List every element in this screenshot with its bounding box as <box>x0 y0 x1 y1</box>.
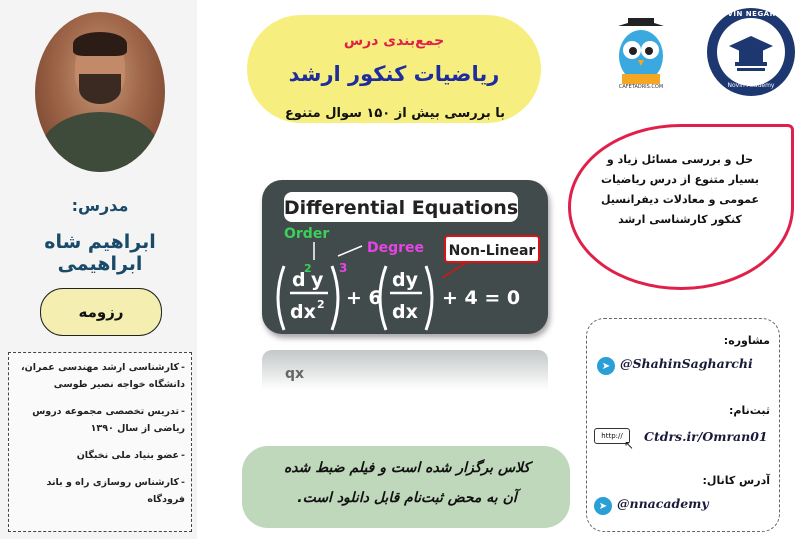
equation-graphic <box>262 180 548 334</box>
graduation-cap-icon <box>717 18 785 86</box>
bio-item: -کارشناس روسازی راه و باند فرودگاه <box>46 477 185 505</box>
course-note-line-2: آن به محض ثبت‌نام قابل دانلود است. <box>297 490 517 506</box>
novin-logo-top-text: NOVIN NEGAREH <box>714 10 788 18</box>
novin-logo-inner <box>717 18 785 86</box>
left-paren <box>278 266 284 330</box>
board-reflection <box>262 350 548 390</box>
title-line-2: ریاضیات کنکور ارشد <box>288 62 500 86</box>
coefficient: + 6 <box>346 287 382 309</box>
register-link[interactable]: Ctdrs.ir/Omran01 <box>644 429 768 444</box>
equation-tail: + 4 = 0 <box>442 287 521 309</box>
teacher-name: ابراهیم شاه ابراهیمی <box>44 231 156 275</box>
url-badge: http:// <box>594 428 630 444</box>
order-value: 2 <box>304 262 312 275</box>
left-paren-2 <box>380 266 386 330</box>
consult-handle[interactable]: @ShahinSagharchi <box>620 356 753 371</box>
resume-button[interactable]: رزومه <box>40 288 162 336</box>
consult-label: مشاوره: <box>723 334 770 347</box>
bio-item: -کارشناسی ارشد مهندسی عمران، دانشگاه خواجه نصیر طوسی <box>21 362 185 390</box>
nonlinear-arrow <box>442 262 467 278</box>
promo-text: حل و بررسی مسائل زیاد و بسیار متنوع از درس ریاضیات عمومی و معادلات دیفرانسیل کنکور کارشناسی ارشد <box>600 153 760 226</box>
degree-arrow <box>338 246 362 256</box>
cafe-logo-caption: CAFETADRIS.COM <box>618 84 664 90</box>
order-label: Order <box>284 226 330 242</box>
numerator-d: d <box>292 269 306 291</box>
numerator-dy: dy <box>392 269 418 291</box>
board-reflection-text: qx <box>285 366 305 382</box>
bio-item: -تدریس تخصصی مجموعه دروس ریاضی از سال ۱۳۹۰ <box>32 406 185 434</box>
title-line-3: با بررسی بیش از ۱۵۰ سوال متنوع <box>285 106 505 121</box>
course-note-box <box>242 446 570 528</box>
teacher-label: مدرس: <box>71 196 129 215</box>
numerator-y: y <box>311 269 324 291</box>
denominator-dx-2: dx <box>392 301 418 323</box>
novin-logo-bottom-text: Novin Academy <box>727 82 775 89</box>
telegram-icon: ➤ <box>597 357 615 375</box>
bio-box <box>8 352 192 532</box>
right-paren-2 <box>426 266 432 330</box>
channel-label: آدرس کانال: <box>702 474 770 487</box>
telegram-icon: ➤ <box>594 497 612 515</box>
bio-item: -عضو بنیاد ملی نخبگان <box>76 450 185 461</box>
degree-label: Degree <box>367 240 425 256</box>
teacher-photo <box>35 12 165 172</box>
denominator-power: 2 <box>317 298 325 311</box>
board-heading: Differential Equations <box>283 197 519 219</box>
degree-value: 3 <box>339 261 348 275</box>
bio-list <box>9 353 191 508</box>
right-paren <box>332 266 338 330</box>
cursor-icon: ↖ <box>624 438 635 452</box>
channel-handle[interactable]: @nnacademy <box>617 496 709 511</box>
nonlinear-label: Non-Linear <box>448 243 536 259</box>
course-note-line-1: کلاس برگزار شده است و فیلم ضبط شده <box>283 460 531 476</box>
denominator-dx: dx <box>290 301 316 323</box>
title-line-1: جمع‌بندی درس <box>343 33 445 49</box>
register-label: ثبت‌نام: <box>729 404 770 417</box>
